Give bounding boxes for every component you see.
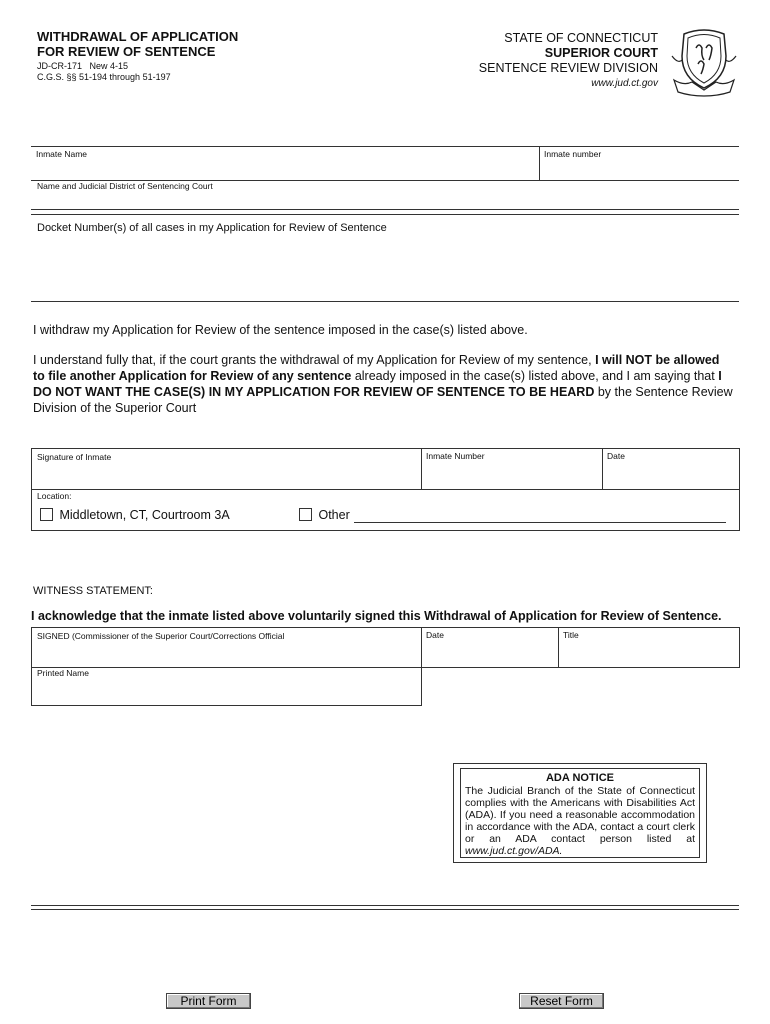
understanding-text: already imposed in the case(s) listed above, and I am saying that [351,369,719,383]
middletown-checkbox[interactable] [40,508,53,521]
divider-line [31,909,739,910]
district-field[interactable] [31,191,739,209]
divider-line [31,214,739,215]
inmate-number-field[interactable] [540,159,738,179]
printed-name-field[interactable] [32,680,421,704]
date-label: Date [607,451,625,461]
court-name: SUPERIOR COURT [544,46,658,60]
witness-heading: WITNESS STATEMENT: [33,585,153,597]
location-option-other[interactable] [299,508,350,522]
witness-date-field[interactable] [422,642,558,666]
signature-field[interactable] [32,463,421,488]
docket-field[interactable] [31,237,739,301]
ada-link[interactable]: www.jud.ct.gov/ADA. [465,845,563,857]
ada-notice-inner [460,768,700,858]
inmate-name-label: Inmate Name [36,149,88,159]
understanding-text: I understand fully that, if the court grants the withdrawal of my Application for Review of my sentence, [33,353,596,367]
form-meta [37,61,171,83]
inmate-name-field[interactable] [31,159,539,179]
print-form-button[interactable]: Print Form [166,993,251,1009]
withdraw-statement: I withdraw my Application for Review of the sentence imposed in the case(s) listed above. [33,323,528,337]
printed-name-block [31,666,422,706]
divider-line [31,301,739,302]
inmate-number-label: Inmate Number [426,451,485,461]
understanding-statement [33,352,733,416]
signed-label: SIGNED (Commissioner of the Superior Court/Corrections Official [37,631,285,641]
divider-line [31,209,739,210]
middletown-label: Middletown, CT, Courtroom 3A [59,508,230,522]
inmate-info-block [31,146,739,181]
understanding-emphasis: I will NOT be allowed to file another Application for Review of any sentence [33,353,720,383]
location-block [31,488,740,531]
district-label: Name and Judicial District of Sentencing Court [37,181,213,191]
title-field[interactable] [559,642,738,666]
location-label: Location: [37,491,72,501]
inmate-number-sig-field[interactable] [422,463,602,488]
witness-date-label: Date [426,630,444,640]
other-checkbox[interactable] [299,508,312,521]
court-block [479,31,658,91]
witness-signature-block [31,627,740,668]
printed-name-label: Printed Name [37,668,89,678]
other-label: Other [318,508,350,522]
understanding-text: by the Sentence Review Division of the Superior Court [33,385,733,415]
signed-field[interactable] [32,642,421,666]
ada-text: The Judicial Branch of the State of Connecticut complies with the Americans with Disabilities Act (ADA). If you need a reasonable accommodation in accordance with the ADA, contact a court clerk or an ADA contact person listed at [465,785,695,845]
divider-line [31,905,739,906]
form-id: JD-CR-171 New 4-15 [37,61,129,71]
ada-title: ADA NOTICE [545,772,615,784]
other-location-field[interactable] [354,508,726,523]
state-seal-icon [670,26,738,98]
date-field[interactable] [603,463,738,488]
location-option-middletown[interactable] [40,508,230,522]
witness-acknowledgement: I acknowledge that the inmate listed above voluntarily signed this Withdrawal of Application for Review of Sentence. [31,609,722,623]
form-title [37,29,238,59]
inmate-number-label: Inmate number [544,149,602,159]
reset-form-button[interactable]: Reset Form [519,993,604,1009]
website-link[interactable]: www.jud.ct.gov [591,78,658,89]
form-title-line2: FOR REVIEW OF SENTENCE [37,44,216,59]
understanding-emphasis: I DO NOT WANT THE CASE(S) IN MY APPLICATION FOR REVIEW OF SENTENCE TO BE HEARD [33,369,722,399]
division-name: SENTENCE REVIEW DIVISION [478,61,658,75]
state-name: STATE OF CONNECTICUT [504,31,658,45]
form-title-line1: WITHDRAWAL OF APPLICATION [37,29,239,44]
title-label: Title [563,630,579,640]
signature-label: Signature of Inmate [37,452,112,462]
docket-label: Docket Number(s) of all cases in my Application for Review of Sentence [37,222,387,234]
signature-block [31,448,740,490]
statute-ref: C.G.S. §§ 51-194 through 51-197 [37,72,171,82]
ada-notice [453,763,707,863]
